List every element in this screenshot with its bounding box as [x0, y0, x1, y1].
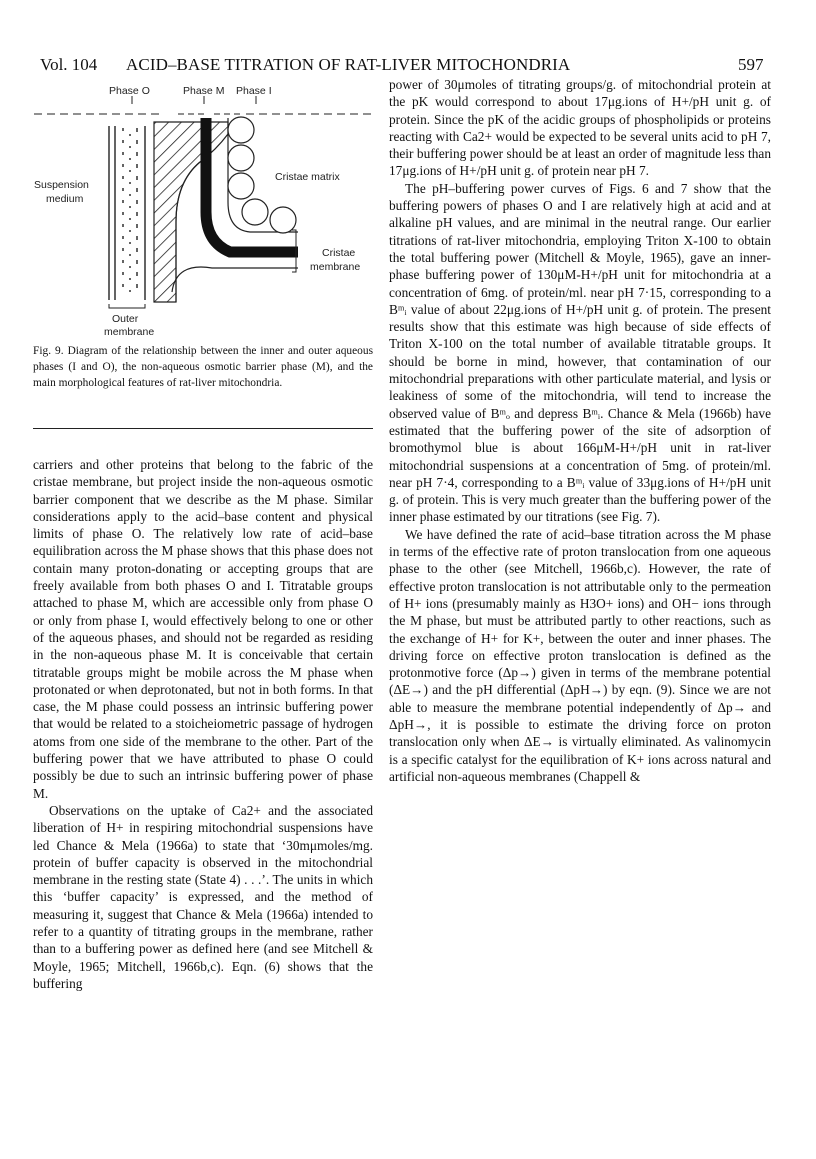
- hatched-membrane: [154, 122, 228, 302]
- outer-membrane-bracket: [109, 304, 145, 308]
- running-head-volume: Vol. 104: [40, 55, 98, 74]
- mitochondria-diagram: [30, 82, 380, 342]
- phase-o-dots: [123, 128, 137, 296]
- label-outer-membrane: membrane: [104, 326, 155, 338]
- label-outer: Outer: [112, 313, 139, 325]
- paragraph: The pH–buffering power curves of Figs. 6 and 7 show that the buffering powers of phases O and I are relatively high at acid and at alkaline pH values, and are minimal in the neutral range. Our earlier titrations of rat-liver mitochondria, employing Triton X-100 to obtain the total buffering power (Mitchell & Moyle, 1965), gave an inner-phase buffering power of 130μM-H+/pH unit for mitochondria at a concentration of 6mg. of protein/ml. near pH 7·15, corresponding to a Bᵐᵢ value of about 22μg.ions of H+/pH unit g. of protein. The present results show that this estimate was high because of side effects of Triton X-100 on the total number of available titratable groups. It should be borne in mind, however, that contamination of our mitochondrial preparations with other particulate material, and lysis or leakiness of some of the mitochondria, will tend to increase the observed value of Bᵐₒ and depress Bᵐᵢ. Chance & Mela (1966b) have estimated that the buffering power of the site of adsorption of bromothymol blue is about 166μM-H+/pH unit in rat-liver mitochondrial suspensions at a concentration of 5mg. of protein/ml. near pH 7·4, corresponding to a Bᵐᵢ value of 33μg.ions of H+/pH unit g. of protein. This is very much greater than the buffering power of the inner phase estimated by our titrations (see Fig. 7).: [389, 180, 771, 525]
- paragraph: power of 30μmoles of titrating groups/g. of mitochondrial protein at the pK would correspond to about 17μg.ions of H+/pH unit g. of protein. Since the pK of the acidic groups of phospholipids or proteins reacting with Ca2+ would be expected to be several units acid to pH 7, their buffering power should be at least an order of magnitude less than 17μg.ions of H+/pH unit g. of protein near pH 7.: [389, 77, 771, 179]
- paragraph: We have defined the rate of acid–base titration across the M phase in terms of the effective rate of proton translocation from one aqueous phase to the other (see Mitchell, 1966b,c). However, the rate of effective proton translocation is not attributable only to the permeation of H+ ions (presumably mainly as H3O+ ions) and OH− ions through the M phase, but must be attributed partly to other reactions, such as the exchange of H+ for K+, between the outer and inner phases. The driving force on effective proton translocation is defined as the protonmotive force (Δp→) given in terms of the membrane potential (ΔE→) and the pH differential (ΔpH→) by eqn. (9). Since we are not able to measure the membrane potential independently of Δp→ and ΔpH→, it is possible to estimate the driving force on proton translocation only when ΔE→ is virtually eliminated. As valinomycin is a specific catalyst for the equilibration of K+ ions across natural and artificial non-aqueous membranes (Chappell &: [389, 526, 771, 784]
- label-cristae-membrane: membrane: [310, 261, 361, 273]
- paragraph: carriers and other proteins that belong to the fabric of the cristae membrane, but project inside the non-aqueous osmotic barrier component that we describe as the M phase. Similar considerations apply to the acid–base content and physical limits of phase O. The relatively low rate of acid–base equilibration across the M phase shows that this phase does not contain many proton-donating or accepting groups that are freely available from both phases O and I. Titratable groups attached to phase M, which are accessible only from phase O or only from phase I, would effectively belong to one or other of the aqueous phases, and should not be regarded as residing in the non-aqueous phase M. It is conceivable that certain titratable groups might be mobile across the M phase when protonated or when deprotonated, but not in both forms. In that case, the M phase could possess an intrinsic buffering power that would be related to a stoicheiometric passage of hydrogen atoms from one side of the membrane to the other. Part of the buffering power that we have attributed to phase O could possibly be due to such an intrinsic buffering power of phase M.: [33, 457, 373, 801]
- figure-caption: Fig. 9. Diagram of the relationship between the inner and outer aqueous phases (I and O), the non-aqueous osmotic barrier phase (M), and the main morphological features of rat-liver mitochondria.: [33, 345, 373, 389]
- label-medium: medium: [46, 193, 84, 205]
- paragraph: Observations on the uptake of Ca2+ and the associated liberation of H+ in respiring mitochondrial suspensions have led Chance & Mela (1966a) to state that ‘30mμmoles/mg. protein of buffer capacity is observed in the mitochondrial membrane in the resting state (State 4) . . .’. The units in which this ‘buffer capacity’ is expressed, and the method of measuring it, suggest that Chance & Mela (1966a) intended to refer to a quantity of titrating groups in the membrane, rather than to a buffering power as defined here (and see Mitchell & Moyle, 1965; Mitchell, 1966b,c). Eqn. (6) shows that the buffering: [33, 802, 373, 991]
- label-phase-i: Phase I: [236, 85, 272, 97]
- label-cristae: Cristae: [322, 247, 356, 259]
- figure-9-diagram: [30, 82, 380, 342]
- label-phase-o: Phase O: [109, 85, 150, 97]
- running-head-title: ACID–BASE TITRATION OF RAT-LIVER MITOCHONDRIA: [126, 55, 571, 74]
- left-text-column: [33, 456, 373, 992]
- right-text-column: [389, 76, 771, 785]
- label-suspension: Suspension: [34, 179, 89, 191]
- page-number: 597: [738, 55, 764, 74]
- label-cristae-matrix: Cristae matrix: [275, 171, 340, 183]
- label-phase-m: Phase M: [183, 85, 225, 97]
- section-divider: [33, 428, 373, 429]
